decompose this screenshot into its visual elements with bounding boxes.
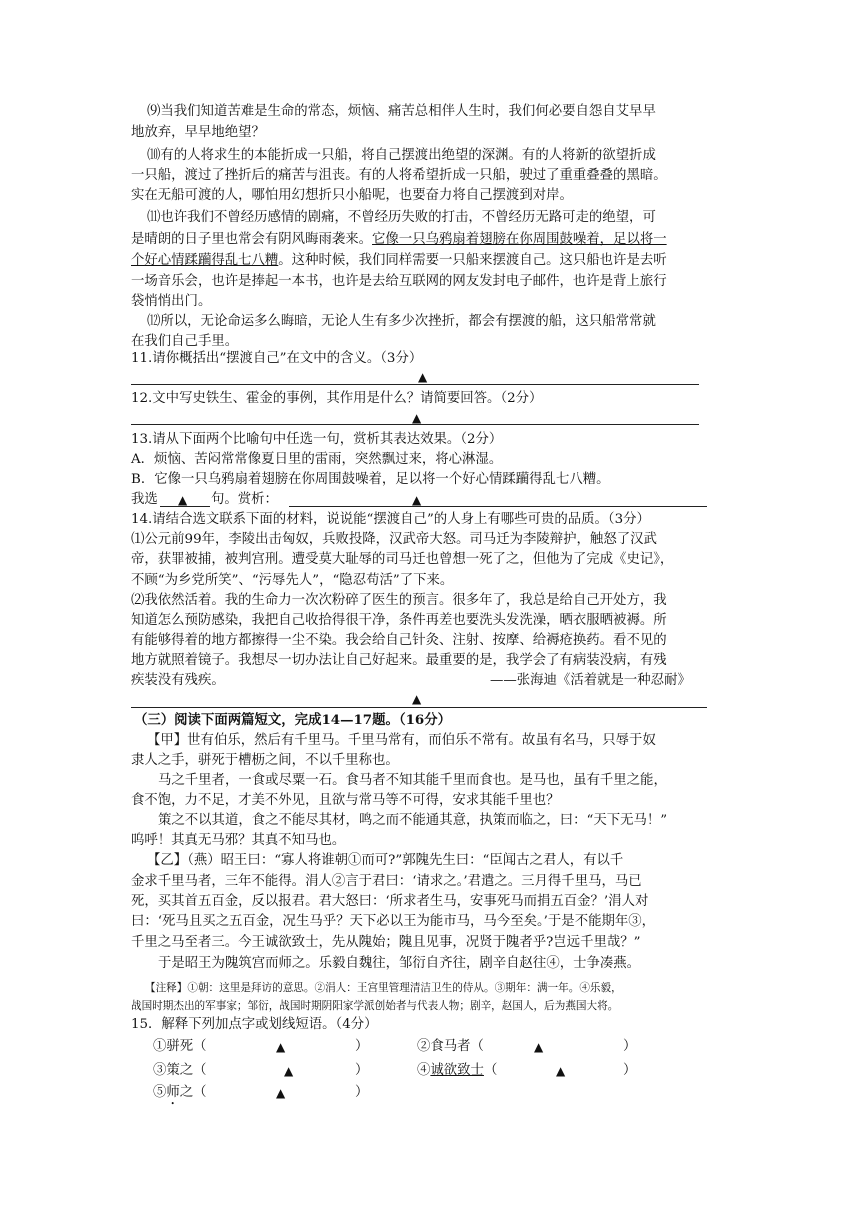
material-2-line-4: 地方就照着镜子。我想尽一切办法让自己好起来。最重要的是，我学会了有病装没病，有残 [131, 653, 667, 668]
text-jia-line-3: 马之千里者，一食或尽粟一石。食马者不知其能千里而食也。是马也，虽有千里之能， [158, 773, 667, 788]
para-12-line-1: ⑿所以，无论命运多么晦暗，无论人生有多少次挫折，都会有摆渡的船，这只船常常就 [147, 314, 656, 329]
item-4-paren: （ [483, 1063, 498, 1078]
item-2-close: ） [623, 1039, 637, 1054]
text-jia-line-2: 隶人之手，骈死于槽枥之间，不以千里称也。 [131, 753, 399, 768]
para-11-line-3 [131, 252, 667, 270]
text-yi-line-3: 死，买其首五百金，反以报君。君大怒曰：‘所求者生马，安事死马而捐五百金？’涓人对 [131, 894, 649, 909]
annotation-line-1: 【注释】①朝：这里是拜访的意思。②涓人：王宫里管理清洁卫生的侍从。③期年：满一年。④乐毅， [145, 982, 622, 994]
para-10-line-1: ⑽有的人将求生的本能折成一只船，将自己摆渡出绝望的深渊。有的人将新的欲望折成 [147, 148, 656, 163]
answer-mark: ▲ [284, 1064, 294, 1078]
item-3-close: ） [355, 1063, 369, 1078]
item-5-dotted-char: 师 [166, 1085, 180, 1100]
material-source: ——张海迪《活着就是一种忍耐》 [490, 673, 691, 688]
item-3-label: ③策之（ [153, 1063, 207, 1078]
para-9-line-2: 地放弃，早早地绝望？ [131, 125, 265, 140]
para-12-line-2: 在我们自己手里。 [131, 334, 239, 349]
answer-mark: ▲ [412, 692, 422, 706]
answer-mark: ▲ [556, 1064, 566, 1078]
item-4-phrase: 诚欲致士 [430, 1063, 484, 1078]
item-1-label: ①骈死（ [153, 1039, 207, 1054]
text-yi-line-1: 【乙】（燕）昭王曰：“寡人将谁朝①而可?”郭隗先生曰：“臣闻古之君人，有以千 [147, 853, 624, 868]
item-2-label: ②食马者（ [417, 1039, 484, 1054]
section-3-title: （三）阅读下面两篇短文，完成14—17题。（16分） [134, 712, 452, 728]
item-5-number: ⑤ [153, 1085, 167, 1100]
question-11: 11.请你概括出“摆渡自己”在文中的含义。（3分） [131, 351, 423, 366]
para-11-line-3-text: 。这种时候，我们同样需要一只船来摆渡自己。这只船也许是去听 [278, 253, 667, 268]
item-5-close: ） [355, 1085, 369, 1100]
underlined-sentence-part-1: 它像一只乌鸦扇着翅膀在你周围鼓噪着，足以将一 [372, 232, 667, 247]
material-1-line-1: ⑴公元前99年，李陵出击匈奴，兵败投降，汉武帝大怒。司马迁为李陵辩护，触怒了汉武 [131, 532, 657, 547]
para-11-line-5: 袋悄悄出门。 [131, 294, 212, 309]
material-1-line-3: 不顾“为乡党所笑”、“污辱先人”，“隐忍苟活”了下来。 [131, 573, 454, 588]
option-a: A．烦恼、苦闷常常像夏日里的雷雨，突然飘过来，将心淋湿。 [131, 452, 503, 467]
choose-suffix: 句。赏析： [211, 492, 278, 507]
para-10-line-3: 实在无船可渡的人，哪怕用幻想折只小船呢，也要奋力将自己摆渡到对岸。 [131, 188, 573, 203]
material-1-line-2: 帝，获罪被捕，被判宫刑。遭受莫大耻辱的司马迁也曾想一死了之，但他为了完成《史记》， [131, 552, 674, 567]
para-10-line-2: 一只船，渡过了挫折后的痛苦与沮丧。有的人将希望折成一只船，驶过了重重叠叠的黑暗。 [131, 168, 667, 183]
material-2-line-2: 知道怎么预防感染，我把自己收拾得很干净，条件再差也要洗头发洗澡，晒衣服晒被褥。所 [131, 613, 667, 628]
question-13: 13.请从下面两个比喻句中任选一句，赏析其表达效果。（2分） [131, 432, 503, 447]
answer-line-11[interactable] [131, 384, 699, 385]
para-11-line-2-text: 是晴朗的日子里也常会有阴风晦雨袭来。 [131, 232, 373, 247]
material-2-line-3: 有能够得着的地方都擦得一尘不染。我会给自己针灸、注射、按摩、给褥疮换药。看不见的 [131, 633, 667, 648]
para-11-line-1: ⑾也许我们不曾经历感情的剧痛，不曾经历失败的打击，不曾经历无路可走的绝望，可 [147, 210, 656, 225]
item-4-label [417, 1062, 497, 1080]
text-jia-line-5: 策之不以其道，食之不能尽其材，鸣之而不能通其意，执策而临之，曰：“天下无马！” [158, 813, 668, 828]
text-yi-line-4: 曰：‘死马且买之五百金，况生马乎？天下必以王为能市马，马今至矣。’于是不能期年③， [131, 914, 656, 929]
text-yi-line-6: 于是昭王为隗筑宫而师之。乐毅自魏往，邹衍自齐往，剧辛自赵往④，士争凑燕。 [158, 956, 641, 971]
question-15: 15．解释下列加点字或划线短语。（4分） [131, 1017, 378, 1032]
question-12: 12.文中写史铁生、霍金的事例，其作用是什么？请简要回答。（2分） [131, 391, 543, 406]
item-5-rest: 之（ [179, 1085, 207, 1100]
answer-mark: ▲ [534, 1040, 544, 1054]
question-14: 14.请结合选文联系下面的材料，说说能“摆渡自己”的人身上有哪些可贵的品质。（3分） [131, 512, 650, 527]
answer-line-14[interactable] [131, 707, 707, 708]
appreciation-blank[interactable] [289, 506, 707, 507]
para-9-line-1: ⑼当我们知道苦难是生命的常态，烦恼、痛苦总相伴人生时，我们何必要自怨自艾早早 [147, 104, 656, 119]
choice-blank[interactable] [160, 506, 210, 507]
answer-line-12[interactable] [131, 424, 699, 425]
answer-mark: ▲ [412, 411, 422, 425]
text-yi-line-5: 千里之马至者三。今王诚欲致士，先从隗始；隗且见事，况贤于隗者乎?岂远千里哉？” [131, 935, 641, 950]
text-jia-line-1: 【甲】世有伯乐，然后有千里马。千里马常有，而伯乐不常有。故虽有名马，只辱于奴 [147, 733, 656, 748]
underlined-sentence-part-2: 个好心情蹂躏得乱七八糟 [131, 253, 279, 268]
item-5-label [153, 1084, 207, 1108]
option-b: B．它像一只乌鸦扇着翅膀在你周围鼓噪着，足以将一个好心情蹂躏得乱七八糟。 [131, 472, 610, 487]
answer-mark: ▲ [178, 493, 188, 507]
answer-mark: ▲ [276, 1040, 286, 1054]
material-2-line-5: 疾装没有残疾。 [131, 673, 225, 688]
para-11-line-4: 一场音乐会，也许是捧起一本书，也许是去给互联网的网友发封电子邮件，也许是背上旅行 [131, 274, 667, 289]
text-yi-line-2: 金求千里马者，三年不能得。涓人②言于君曰：‘请求之。’君遣之。三月得千里马，马已 [131, 874, 642, 889]
annotation-line-2: 战国时期杰出的军事家；邹衍，战国时期阴阳家学派创始者与代表人物；剧辛，赵国人，后为燕国大将。 [131, 1000, 619, 1012]
item-4-close: ） [623, 1063, 637, 1078]
text-jia-line-6: 呜呼！其真无马邪？其真不知马也。 [131, 833, 346, 848]
material-2-line-1: ⑵我依然活着。我的生命力一次次粉碎了医生的预言。很多年了，我总是给自己开处方，我 [131, 593, 667, 608]
item-4-number: ④ [417, 1063, 431, 1078]
item-1-close: ） [355, 1039, 369, 1054]
answer-mark: ▲ [276, 1086, 286, 1100]
answer-mark: ▲ [412, 493, 422, 507]
text-jia-line-4: 食不饱，力不足，才美不外见，且欲与常马等不可得，安求其能千里也？ [131, 793, 560, 808]
answer-mark: ▲ [418, 370, 428, 384]
choose-prefix: 我选 [131, 492, 158, 507]
para-11-line-2 [131, 231, 667, 249]
